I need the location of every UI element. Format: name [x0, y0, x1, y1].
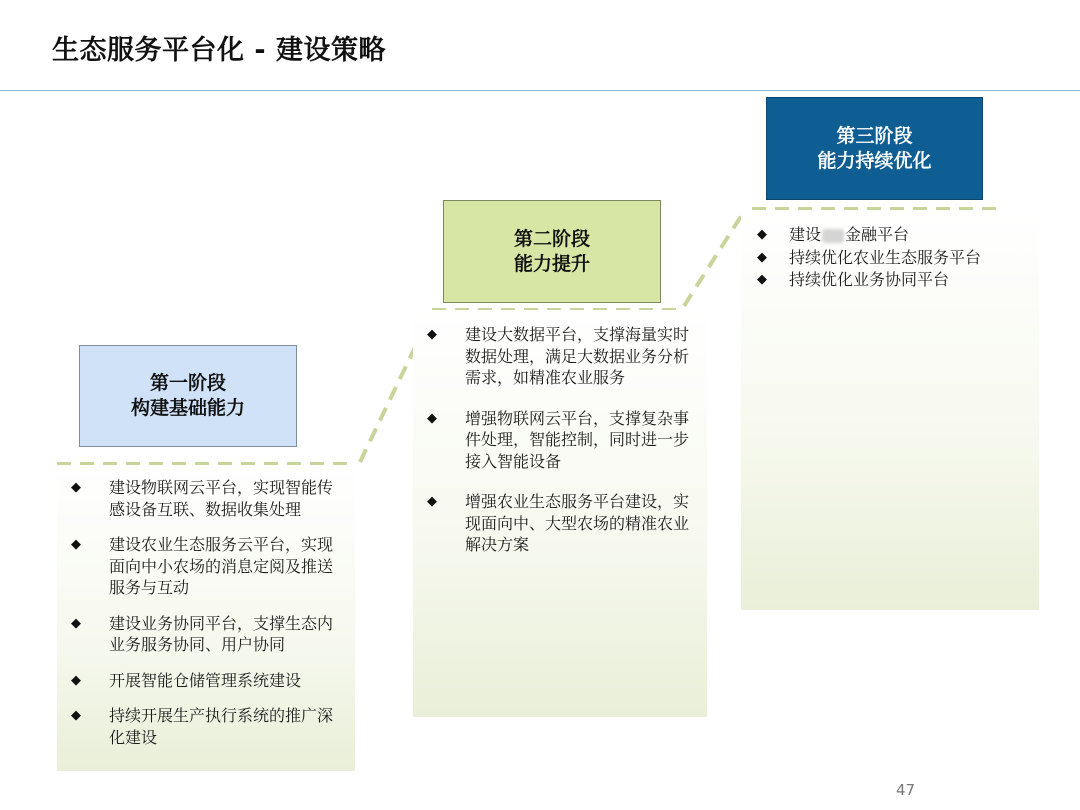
stage1-list	[57, 465, 355, 748]
stage2-panel	[413, 310, 707, 717]
stage3-list	[741, 210, 1039, 291]
list-item-text: 持续优化业务协同平台	[789, 270, 950, 289]
list-item	[57, 477, 345, 520]
stage3-header	[766, 97, 983, 200]
stage3-title: 第三阶段	[836, 124, 913, 147]
page-number: 47	[896, 781, 916, 799]
diamond-bullet-icon: ◆	[71, 672, 81, 688]
list-item-text: 持续优化农业生态服务平台	[789, 247, 982, 267]
stage2-subtitle: 能力提升	[513, 252, 590, 275]
list-item	[57, 705, 345, 748]
diamond-bullet-icon: ◆	[427, 410, 437, 426]
list-item-text: 开展智能仓储管理系统建设	[109, 670, 302, 690]
stage1-header	[79, 345, 297, 447]
list-item-text: 建设业务协同平台，支撑生态内业务服务协同、用户协同	[109, 613, 334, 654]
list-item	[57, 613, 345, 656]
stage1-title: 第一阶段	[149, 372, 226, 394]
list-item-text: 建设农业生态服务云平台，实现面向中小农场的消息定阅及推送服务与互动	[109, 535, 334, 597]
diamond-bullet-icon: ◆	[757, 227, 767, 242]
list-item	[413, 324, 693, 389]
list-item	[741, 224, 1031, 246]
list-item-text-prefix: 建设	[789, 225, 822, 244]
list-item-text: 建设物联网云平台，实现智能传感设备互联、数据收集处理	[109, 478, 334, 519]
stage2-title: 第二阶段	[513, 227, 590, 250]
list-item	[741, 247, 1031, 269]
diamond-bullet-icon: ◆	[71, 537, 81, 552]
stage2-header	[443, 200, 661, 303]
diamond-bullet-icon: ◆	[71, 615, 81, 631]
diamond-bullet-icon: ◆	[757, 272, 767, 287]
stage1-subtitle: 构建基础能力	[130, 397, 245, 419]
list-item-text: 增强农业生态服务平台建设，实现面向中、大型农场的精准农业解决方案	[465, 492, 690, 554]
stage1-panel	[57, 465, 355, 771]
list-item	[413, 408, 693, 473]
page-title: 生态服务平台化 - 建设策略	[52, 35, 387, 66]
list-item-text-suffix: 金融平台	[845, 225, 910, 244]
riser2-dash	[684, 210, 745, 306]
list-item-text: 持续开展生产执行系统的推广深化建设	[109, 706, 334, 747]
stage2-list	[413, 310, 707, 556]
stage3-panel	[741, 210, 1039, 610]
list-item	[741, 269, 1031, 291]
list-item	[57, 534, 345, 599]
diamond-bullet-icon: ◆	[71, 480, 81, 495]
diamond-bullet-icon: ◆	[71, 708, 81, 723]
list-item	[413, 491, 693, 556]
stage3-subtitle: 能力持续优化	[817, 149, 932, 172]
list-item	[57, 670, 345, 692]
diamond-bullet-icon: ◆	[427, 494, 437, 509]
list-item-text: 增强物联网云平台，支撑复杂事件处理，智能控制，同时进一步接入智能设备	[465, 408, 690, 471]
diamond-bullet-icon: ◆	[757, 249, 767, 265]
list-item-text: 建设大数据平台，支撑海量实时数据处理，满足大数据业务分析需求，如精准农业服务	[465, 325, 690, 387]
redacted-blur	[822, 229, 844, 243]
diamond-bullet-icon: ◆	[427, 327, 437, 342]
